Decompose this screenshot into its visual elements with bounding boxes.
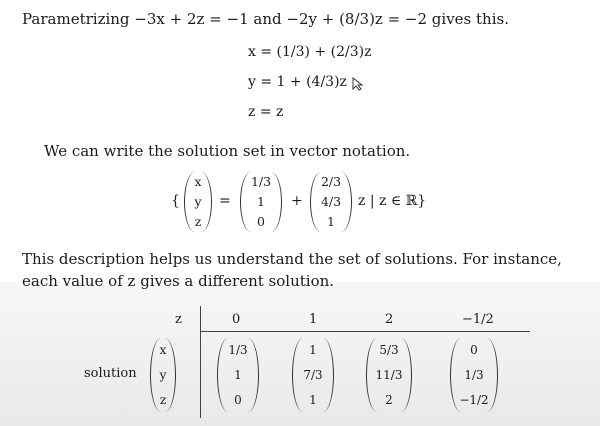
table-var-x: x: [159, 343, 167, 358]
sol-0-y: 1: [234, 367, 242, 382]
sol-2-y: 11/3: [375, 367, 403, 382]
table-row-label: solution: [84, 366, 137, 381]
z-value-3: −1/2: [462, 312, 494, 327]
equation-y: y = 1 + (4/3)z: [248, 74, 347, 90]
set-open-brace: {: [171, 193, 180, 209]
set-equals: =: [219, 193, 231, 209]
coef-1: 2/3: [320, 173, 342, 189]
table-header-rule: [200, 331, 530, 332]
sol-3-x: 0: [470, 343, 478, 358]
z-value-1: 1: [309, 312, 318, 327]
mouse-pointer-icon: [352, 76, 364, 95]
const-1: 1/3: [250, 173, 272, 189]
sol-1-y: 7/3: [303, 367, 323, 382]
var-y: y: [194, 193, 202, 209]
table-z-header: z: [175, 312, 182, 327]
table-var-y: y: [159, 367, 167, 382]
coef-2: 4/3: [320, 193, 342, 209]
set-variable-vector: [184, 172, 212, 232]
sol-3-z: −1/2: [459, 392, 489, 407]
sol-1-x: 1: [309, 343, 317, 358]
sol-0-z: 0: [234, 392, 242, 407]
sol-2-z: 2: [385, 392, 393, 407]
z-value-0: 0: [232, 312, 241, 327]
set-constant-vector: [240, 172, 282, 232]
solution-vector-2: [366, 338, 412, 412]
var-z: z: [194, 213, 202, 229]
z-value-2: 2: [385, 312, 394, 327]
table-vertical-rule: [200, 306, 201, 418]
paragraph-line-2: each value of z gives a different solution.: [22, 272, 335, 290]
sol-2-x: 5/3: [379, 343, 399, 358]
table-var-z: z: [159, 392, 167, 407]
equation-z: z = z: [248, 104, 284, 120]
solution-vector-3: [450, 338, 498, 412]
paragraph-line-1: This description helps us understand the set of solutions. For instance,: [22, 250, 562, 268]
set-tail: z | z ∈ ℝ}: [358, 193, 427, 209]
solution-vector-1: [292, 338, 334, 412]
sol-3-y: 1/3: [464, 367, 484, 382]
intro-sentence: Parametrizing −3x + 2z = −1 and −2y + (8/3)z = −2 gives this.: [22, 10, 509, 28]
const-3: 0: [257, 213, 265, 229]
table-variable-vector: [150, 338, 176, 412]
set-coefficient-vector: [310, 172, 352, 232]
solution-vector-0: [217, 338, 259, 412]
var-x: x: [194, 173, 202, 189]
set-plus: +: [291, 193, 303, 209]
const-2: 1: [257, 193, 265, 209]
vector-notation-sentence: We can write the solution set in vector notation.: [44, 142, 411, 160]
sol-0-x: 1/3: [228, 343, 248, 358]
equation-x: x = (1/3) + (2/3)z: [248, 44, 372, 60]
sol-1-z: 1: [309, 392, 317, 407]
coef-3: 1: [327, 213, 335, 229]
